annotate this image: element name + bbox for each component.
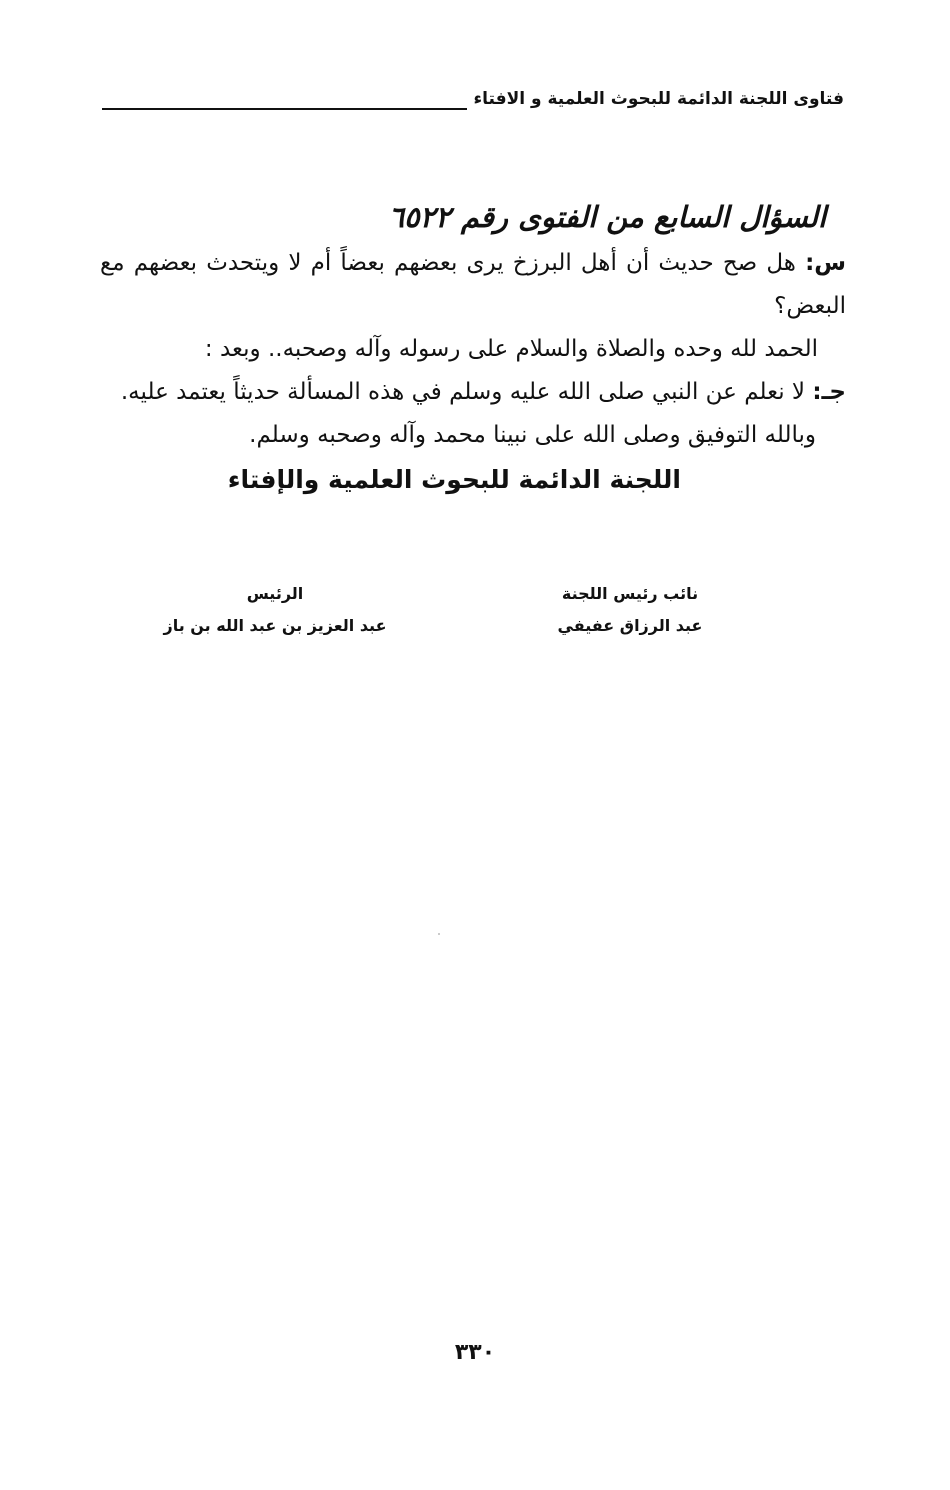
- running-title: فتاوى اللجنة الدائمة للبحوث العلمية و الافتاء: [467, 86, 844, 112]
- chair-title: الرئيس: [246, 584, 304, 603]
- answer-paragraph: [100, 371, 846, 414]
- deputy-signature: [540, 578, 720, 642]
- fatwa-body: [100, 192, 846, 503]
- chair-name: عبد العزيز بن عبد الله بن باز: [163, 616, 387, 635]
- deputy-title: نائب رئيس اللجنة: [561, 584, 699, 603]
- page-number: ٣٣٠: [454, 1340, 496, 1365]
- answer-text: لا نعلم عن النبي صلى الله عليه وسلم في هذه المسألة حديثاً يعتمد عليه.: [120, 379, 806, 405]
- answer-label: جـ:: [812, 379, 846, 405]
- question-label: س:: [805, 250, 846, 276]
- question-text: هل صح حديث أن أهل البرزخ يرى بعضهم بعضاً أم لا ويتحدث بعضهم مع البعض؟: [100, 250, 846, 319]
- signature-block: [150, 578, 720, 648]
- chair-signature: [150, 578, 400, 642]
- praise-line: الحمد لله وحده والصلاة والسلام على رسوله وآله وصحبه.. وبعد :: [204, 336, 818, 362]
- running-header: [102, 86, 844, 116]
- closing-line: وبالله التوفيق وصلى الله على نبينا محمد وآله وصحبه وسلم.: [249, 422, 816, 448]
- fatwa-title: السؤال السابع من الفتوى رقم ٦٥٢٢: [388, 200, 826, 234]
- deputy-name: عبد الرزاق عفيفي: [557, 616, 703, 635]
- scan-speck: [438, 933, 440, 935]
- question-paragraph: [100, 242, 846, 328]
- committee-name: اللجنة الدائمة للبحوث العلمية والإفتاء: [227, 465, 681, 494]
